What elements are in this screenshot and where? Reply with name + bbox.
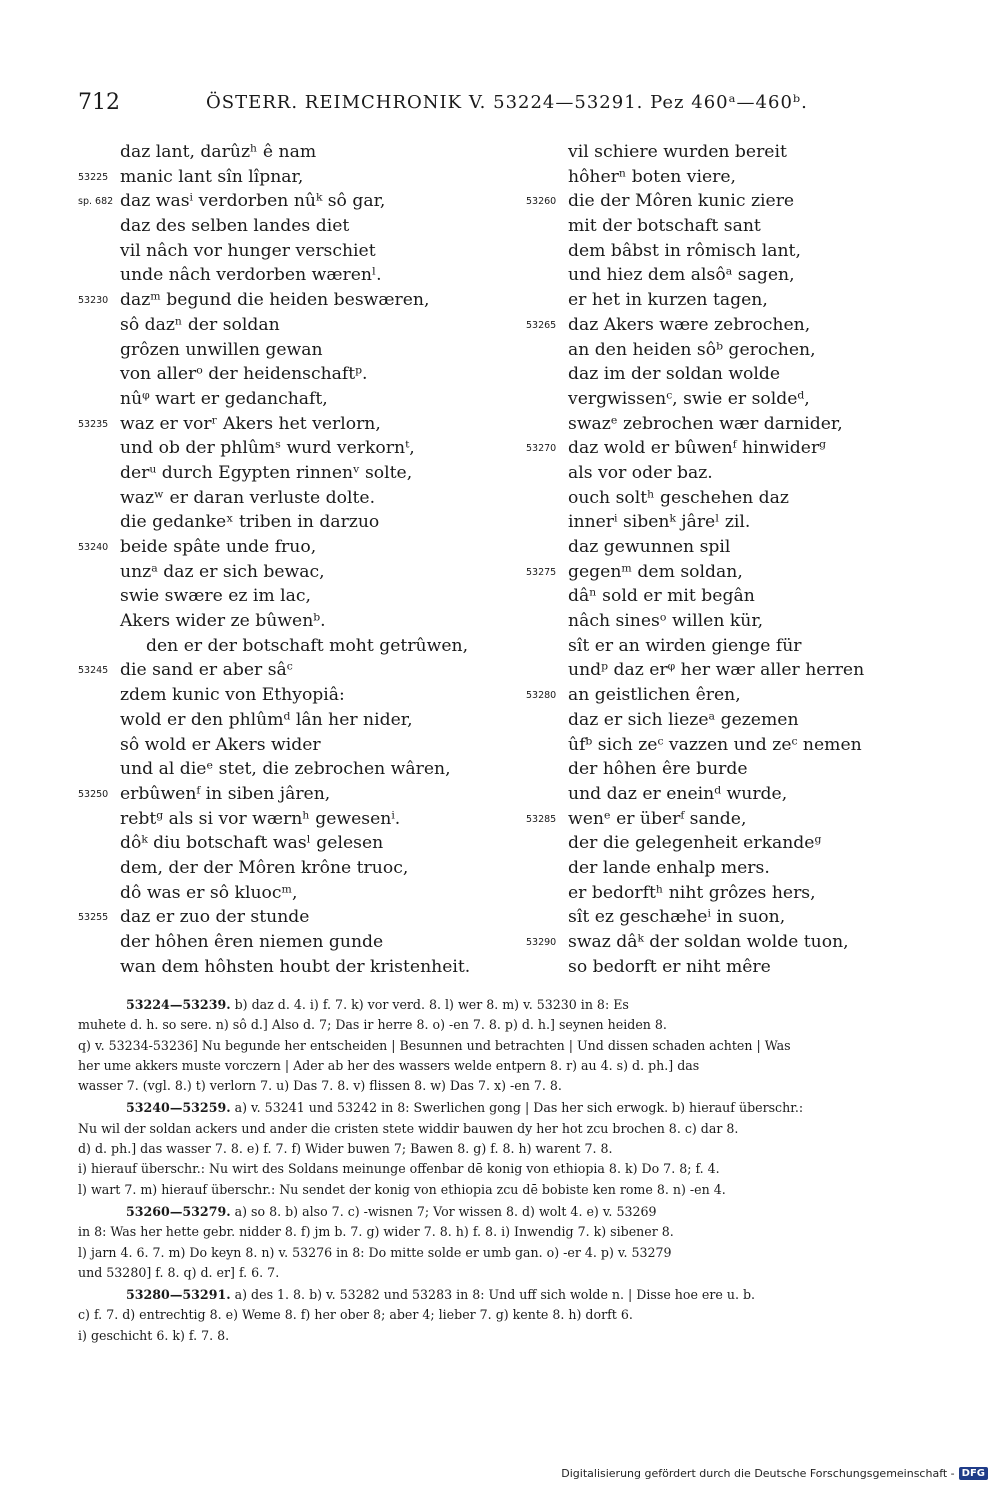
note-line <box>78 1263 948 1283</box>
note-text: i) hierauf überschr.: Nu wirt des Soldans meinunge offenbar dē konig von ethiopia 8. k) Do 7. 8; f. 4. <box>78 1161 720 1177</box>
verse-text: vergwissenᶜ, swie er soldeᵈ, <box>568 388 810 409</box>
line-number: 53290 <box>526 937 557 948</box>
digitization-credit <box>561 1464 988 1482</box>
verse-text: gegenᵐ dem soldan, <box>568 561 743 582</box>
line-number: 53250 <box>78 788 109 800</box>
note-line <box>78 1139 948 1159</box>
verse-text: daz im der soldan wolde <box>568 364 781 385</box>
verse-text: der hôhen êre burde <box>568 759 748 780</box>
verse-text: als vor oder baz. <box>568 462 713 483</box>
verse-text: daz er sich liezeᵃ gezemen <box>568 709 799 730</box>
verse-line <box>78 535 508 560</box>
note-line <box>78 1305 948 1325</box>
verse-text: hôherⁿ boten viere, <box>568 166 736 187</box>
note-line <box>78 1056 948 1076</box>
verse-text: daz gewunnen spil <box>568 537 731 557</box>
verse-line <box>526 708 946 733</box>
verse-text: und ob der phlûmˢ wurd verkornᵗ, <box>120 438 415 459</box>
verse-line <box>78 560 508 585</box>
verse-line <box>526 486 946 511</box>
note-line <box>78 995 948 1015</box>
verse-line <box>78 412 508 437</box>
verse-text: waz er vorʳ Akers het verlorn, <box>120 413 381 434</box>
verse-text: swie swære ez im lac, <box>120 586 311 607</box>
note-range: 53260—53279. <box>126 1203 231 1219</box>
note-text: l) jarn 4. 6. 7. m) Do keyn 8. n) v. 53276 in 8: Do mitte solde er umb gan. o) -er 4. p) v. 53279 <box>78 1244 672 1260</box>
verse-text: daz wasⁱ verdorben nûᵏ sô gar, <box>120 191 386 212</box>
verse-line <box>526 510 946 535</box>
verse-text: Akers wider ze bûwenᵇ. <box>120 611 326 632</box>
line-number: 53240 <box>78 542 109 553</box>
note-line <box>78 1285 948 1305</box>
verse-text: und al dieᵉ stet, die zebrochen wâren, <box>120 759 451 780</box>
verse-line <box>526 757 946 782</box>
verse-text: dem bâbst in rômisch lant, <box>568 240 801 261</box>
verse-line <box>526 412 946 437</box>
line-number: 53235 <box>78 418 109 430</box>
note-text: i) geschicht 6. k) f. 7. 8. <box>78 1327 230 1343</box>
verse-text: dazᵐ begund die heiden beswæren, <box>120 290 430 311</box>
note-line <box>78 1326 948 1346</box>
line-number: sp. 682 <box>78 196 114 208</box>
verse-line <box>78 189 508 214</box>
note-block <box>78 1098 948 1199</box>
note-text: her ume akkers muste vorczern | Ader ab her des wassers welde entpern 8. r) au 4. s) d. ph.] das <box>78 1057 700 1073</box>
note-line <box>78 1243 948 1263</box>
verse-text: swaz dâᵏ der soldan wolde tuon, <box>568 932 849 952</box>
note-text: q) v. 53234-53236] Nu begunde her entscheiden | Besunnen und betrachten | Und dissen schaden achten | Was <box>78 1037 791 1053</box>
verse-text: wold er den phlûmᵈ lân her nider, <box>120 709 413 730</box>
note-line <box>78 1119 948 1139</box>
verse-text: er bedorftʰ niht grôzes hers, <box>568 882 816 903</box>
verse-text: nâch sinesᵒ willen kür, <box>568 611 764 632</box>
verse-text: den er der botschaft moht getrûwen, <box>146 635 469 656</box>
verse-line <box>78 856 508 881</box>
verse-line <box>78 609 508 634</box>
verse-line <box>526 658 946 683</box>
verse-text: vil nâch vor hunger verschiet <box>120 240 376 261</box>
verse-text: beide spâte unde fruo, <box>120 537 317 557</box>
verse-line <box>526 733 946 758</box>
verse-line <box>78 288 508 313</box>
verse-text: dô was er sô kluocᵐ, <box>120 882 298 903</box>
note-text: c) f. 7. d) entrechtig 8. e) Weme 8. f) her ober 8; aber 4; lieber 7. g) kente 8. h) dorft 6. <box>78 1307 633 1323</box>
verse-text: dôᵏ diu botschaft wasˡ gelesen <box>120 833 384 854</box>
page-header <box>78 90 928 120</box>
note-range: 53240—53259. <box>126 1100 231 1116</box>
verse-line <box>526 560 946 585</box>
verse-line <box>526 338 946 363</box>
verse-line <box>78 757 508 782</box>
verse-text: unde nâch verdorben wærenˡ. <box>120 265 382 286</box>
dfg-logo: DFG <box>959 1467 988 1480</box>
verse-line <box>78 634 508 659</box>
verse-text: mit der botschaft sant <box>568 216 761 237</box>
verse-line <box>526 955 946 980</box>
note-text: in 8: Was her hette gebr. nidder 8. f) jm b. 7. g) wider 7. 8. h) f. 8. i) Inwendig 7. k) sibener 8. <box>78 1224 674 1240</box>
verse-line <box>78 510 508 535</box>
note-text: b) daz d. 4. i) f. 7. k) vor verd. 8. l) wer 8. m) v. 53230 in 8: Es <box>234 997 629 1012</box>
verse-line <box>526 288 946 313</box>
verse-line <box>78 807 508 832</box>
verse-line <box>78 584 508 609</box>
verse-line <box>526 856 946 881</box>
note-line <box>78 1015 948 1035</box>
verse-text: unzᵃ daz er sich bewac, <box>120 561 325 582</box>
verse-text: daz wold er bûwenᶠ hinwiderᵍ <box>568 438 827 459</box>
verse-line <box>526 362 946 387</box>
verse-line <box>526 189 946 214</box>
note-block <box>78 1285 948 1346</box>
note-line <box>78 1159 948 1179</box>
verse-text: sô wold er Akers wider <box>120 734 321 755</box>
line-number: 53265 <box>526 319 557 331</box>
verse-text: rebtᵍ als si vor wærnʰ gewesenⁱ. <box>120 808 401 829</box>
verse-line <box>526 436 946 461</box>
verse-text: daz des selben landes diet <box>120 216 350 237</box>
verse-line <box>526 831 946 856</box>
note-block <box>78 1202 948 1283</box>
verse-text: sô dazⁿ der soldan <box>120 314 280 335</box>
note-text: und 53280] f. 8. q) d. er] f. 6. 7. <box>78 1264 280 1280</box>
verse-line <box>78 683 508 708</box>
note-text: muhete d. h. so sere. n) sô d.] Also d. 7; Das ir herre 8. o) -en 7. 8. p) d. h.] seynen heiden 8. <box>78 1017 667 1033</box>
line-number: 53245 <box>78 665 109 677</box>
verse-line <box>526 683 946 708</box>
verse-line <box>78 955 508 980</box>
verse-line <box>526 313 946 338</box>
verse-line <box>78 905 508 930</box>
verse-line <box>526 584 946 609</box>
verse-text: swazᵉ zebrochen wær darnider, <box>568 413 843 434</box>
verse-line <box>78 214 508 239</box>
note-line <box>78 1180 948 1200</box>
verse-column-left <box>78 140 508 979</box>
verse-line <box>526 782 946 807</box>
verse-line <box>78 436 508 461</box>
note-text: d) d. ph.] das wasser 7. 8. e) f. 7. f) Wider buwen 7; Bawen 8. g) f. 8. h) warent 7. 8. <box>78 1141 613 1157</box>
verse-text: daz lant, darûzʰ ê nam <box>120 142 317 162</box>
verse-text: von allerᵒ der heidenschaftᵖ. <box>120 364 368 385</box>
verse-line <box>526 807 946 832</box>
verse-text: undᵖ daz erᵠ her wær aller herren <box>568 660 865 681</box>
note-range: 53224—53239. <box>126 997 231 1012</box>
verse-line <box>78 708 508 733</box>
line-number: 53280 <box>526 690 557 702</box>
line-number: 53275 <box>526 566 557 578</box>
verse-text: die sand er aber sâᶜ <box>120 660 293 681</box>
verse-text: ûfᵇ sich zeᶜ vazzen und zeᶜ nemen <box>568 734 862 755</box>
verse-line <box>526 881 946 906</box>
verse-text: daz Akers wære zebrochen, <box>568 314 811 335</box>
verse-line <box>526 535 946 560</box>
verse-line <box>78 831 508 856</box>
verse-text: er het in kurzen tagen, <box>568 290 768 311</box>
verse-text: der hôhen êren niemen gunde <box>120 932 384 952</box>
credit-text: Digitalisierung gefördert durch die Deutsche Forschungsgemeinschaft - <box>561 1466 955 1480</box>
verse-text: sît ez geschæheⁱ in suon, <box>568 907 786 928</box>
verse-text: und hiez dem alsôᵃ sagen, <box>568 265 795 286</box>
verse-line <box>526 239 946 264</box>
note-text: a) so 8. b) also 7. c) -wisnen 7; Vor wissen 8. d) wolt 4. e) v. 53269 <box>234 1203 657 1219</box>
verse-line <box>526 930 946 955</box>
verse-line <box>78 338 508 363</box>
note-line <box>78 1076 948 1096</box>
verse-line <box>78 165 508 190</box>
note-text: wasser 7. (vgl. 8.) t) verlorn 7. u) Das 7. 8. v) flissen 8. w) Das 7. x) -en 7. 8. <box>78 1078 562 1094</box>
verse-text: erbûwenᶠ in siben jâren, <box>120 783 331 804</box>
verse-text: daz er zuo der stunde <box>120 907 310 928</box>
verse-text: wazʷ er daran verluste dolte. <box>120 487 376 508</box>
verse-text: derᵘ durch Egypten rinnenᵛ solte, <box>120 462 413 483</box>
critical-apparatus <box>78 995 948 1348</box>
verse-line <box>78 313 508 338</box>
line-number: 53255 <box>78 912 109 924</box>
page-number: 712 <box>78 90 120 115</box>
note-block <box>78 995 948 1096</box>
verse-line <box>526 140 946 165</box>
note-text: Nu wil der soldan ackers und ander die cristen stete widdir bauwen dy her hot zcu brochen 8. c) dar 8. <box>78 1120 739 1136</box>
line-number: 53230 <box>78 295 109 307</box>
verse-line <box>78 387 508 412</box>
verse-line <box>78 930 508 955</box>
verse-text: sît er an wirden gienge für <box>568 635 802 656</box>
verse-text: die der Môren kunic ziere <box>568 191 795 212</box>
verse-column-right <box>526 140 946 979</box>
verse-line <box>526 214 946 239</box>
verse-text: an den heiden sôᵇ gerochen, <box>568 339 816 360</box>
verse-line <box>78 263 508 288</box>
note-text: l) wart 7. m) hierauf überschr.: Nu sendet der konig von ethiopia zcu dē bobiste ken rome 8. n) -en 4. <box>78 1181 726 1197</box>
verse-line <box>78 239 508 264</box>
note-line <box>78 1222 948 1242</box>
verse-line <box>526 634 946 659</box>
verse-line <box>78 461 508 486</box>
verse-line <box>78 486 508 511</box>
note-range: 53280—53291. <box>126 1287 231 1303</box>
note-line <box>78 1202 948 1222</box>
note-text: a) v. 53241 und 53242 in 8: Swerlichen gong | Das her sich erwogk. b) hierauf überschr.: <box>234 1100 804 1116</box>
verse-text: vil schiere wurden bereit <box>568 142 787 162</box>
verse-text: dem, der der Môren krône truoc, <box>120 857 409 878</box>
line-number: 53270 <box>526 443 557 455</box>
verse-line <box>78 733 508 758</box>
verse-text: ouch soltʰ geschehen daz <box>568 487 789 508</box>
verse-line <box>78 658 508 683</box>
note-text: a) des 1. 8. b) v. 53282 und 53283 in 8: Und uff sich wolde n. | Disse hoe ere u. b. <box>234 1287 756 1303</box>
verse-text: zdem kunic von Ethyopiâ: <box>120 685 345 706</box>
line-number: 53285 <box>526 813 557 825</box>
verse-line <box>526 387 946 412</box>
verse-line <box>526 905 946 930</box>
note-line <box>78 1098 948 1118</box>
verse-text: der lande enhalp mers. <box>568 857 770 878</box>
verse-line <box>526 263 946 288</box>
line-number: 53225 <box>78 171 109 183</box>
verse-text: an geistlichen êren, <box>568 685 741 706</box>
verse-text: wan dem hôhsten houbt der kristenheit. <box>120 956 471 977</box>
verse-text: manic lant sîn lîpnar, <box>120 166 304 187</box>
verse-text: die gedankeˣ triben in darzuo <box>120 512 380 533</box>
verse-line <box>526 609 946 634</box>
verse-line <box>78 881 508 906</box>
verse-text: wenᵉ er überᶠ sande, <box>568 808 747 829</box>
verse-line <box>78 362 508 387</box>
verse-text: so bedorft er niht mêre <box>568 956 771 977</box>
verse-line <box>526 165 946 190</box>
verse-text: und daz er eneinᵈ wurde, <box>568 783 788 804</box>
verse-text: dâⁿ sold er mit begân <box>568 586 755 607</box>
verse-line <box>78 782 508 807</box>
verse-line <box>526 461 946 486</box>
verse-text: innerⁱ sibenᵏ jâreˡ zil. <box>568 512 751 533</box>
line-number: 53260 <box>526 196 557 208</box>
verse-text: grôzen unwillen gewan <box>120 339 323 360</box>
verse-text: der die gelegenheit erkandeᵍ <box>568 833 822 854</box>
verse-line <box>78 140 508 165</box>
verse-text: nûᵠ wart er gedanchaft, <box>120 388 328 409</box>
note-line <box>78 1036 948 1056</box>
running-head: ÖSTERR. REIMCHRONIK V. 53224—53291. Pez 460ᵃ—460ᵇ. <box>206 92 808 113</box>
